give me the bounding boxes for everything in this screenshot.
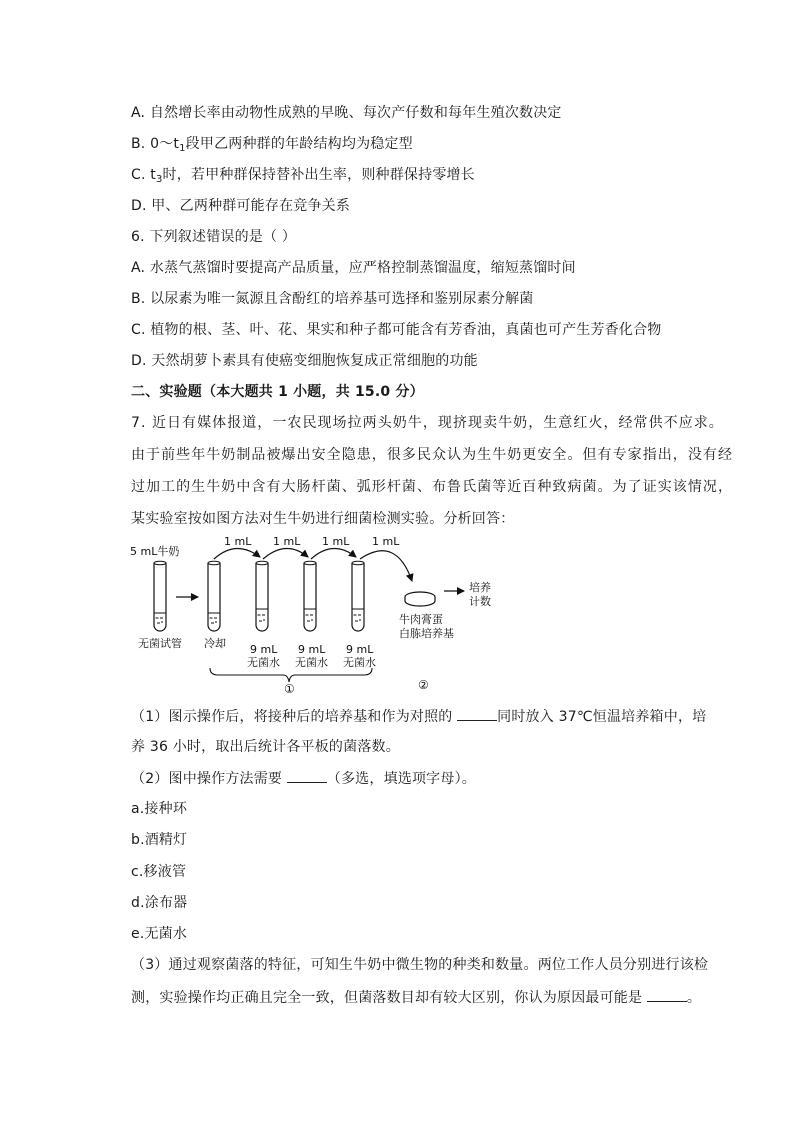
transfer-arrow-2	[263, 548, 308, 559]
milk-tube	[154, 561, 166, 631]
result-label-1: 培养	[469, 581, 491, 594]
transfer-arrow-4	[360, 551, 412, 581]
cooled-milk-tube	[208, 561, 220, 631]
answer-blank-1[interactable]	[457, 706, 497, 721]
q6-stem: 6. 下列叙述错误的是（ ）	[131, 229, 297, 245]
plate-label-2: 白胨培养基	[399, 627, 454, 640]
transfer-label-1: 1 mL	[224, 535, 252, 548]
answer-blank-3[interactable]	[647, 987, 687, 1002]
cool-label: 冷却	[204, 637, 226, 650]
q7-sub1-line-1: （1）图示操作后，将接种后的培养基和作为对照的 同时放入 37℃恒温培养箱中，培	[131, 706, 706, 727]
q5-option-d: D. 甲、乙两种群可能存在竞争关系	[131, 198, 351, 214]
transfer-label-4: 1 mL	[372, 535, 400, 548]
q6-option-d: D. 天然胡萝卜素具有使癌变细胞恢复成正常细胞的功能	[131, 353, 478, 369]
choice-e: e.无菌水	[131, 926, 188, 942]
choice-d: d.涂布器	[131, 895, 188, 911]
q5-option-c: C. $t_3$时，若甲种群保持替补出生率，则种群保持零增长	[131, 167, 475, 185]
q5-option-a: A. 自然增长率由动物性成熟的早晚、每次产仔数和每年生殖次数决定	[131, 105, 562, 121]
choice-b: b.酒精灯	[131, 832, 188, 848]
q7-text-line-2: 由于前些年牛奶制品被爆出安全隐患，很多民众认为生牛奶更安全。但有专家指出，没有经	[131, 447, 733, 463]
transfer-arrow-3	[311, 548, 356, 559]
water-label-1: 无菌水	[247, 656, 280, 669]
q5-option-b: B. $0\sim t_1$段甲乙两种群的年龄结构均为稳定型	[131, 136, 413, 154]
milk-label: 5 mL牛奶	[130, 545, 180, 558]
step-brace	[210, 668, 372, 682]
transfer-arrow-1	[214, 548, 260, 559]
dilution-diagram	[128, 533, 510, 698]
water-volume-2: 9 mL	[298, 643, 326, 656]
water-tube-2	[304, 561, 316, 631]
q7-text-line-3: 过加工的生牛奶中含有大肠杆菌、弧形杆菌、布鲁氏菌等近百种致病菌。为了证实该情况，	[131, 479, 733, 495]
q7-sub3-line-2: 测，实验操作均正确且完全一致，但菌落数目却有较大区别，你认为原因最可能是 。	[131, 987, 701, 1008]
water-label-3: 无菌水	[343, 656, 376, 669]
q7-sub2-line: （2）图中操作方法需要 （多选，填选项字母）。	[131, 768, 476, 789]
choice-c: c.移液管	[131, 864, 187, 880]
plate-label-1: 牛肉膏蛋	[399, 613, 443, 626]
water-tube-1	[256, 561, 268, 631]
water-volume-1: 9 mL	[250, 643, 278, 656]
step-marker-2: ②	[418, 678, 429, 692]
q7-text-line-1: 7. 近日有媒体报道，一农民现场拉两头奶牛，现挤现卖牛奶，生意红火，经常供不应求。	[131, 415, 724, 431]
q6-option-a: A. 水蒸气蒸馏时要提高产品质量，应严格控制蒸馏温度，缩短蒸馏时间	[131, 260, 576, 276]
step-marker-1: ①	[284, 682, 295, 696]
q6-option-c: C. 植物的根、茎、叶、花、果实和种子都可能含有芳香油，真菌也可产生芳香化合物	[131, 322, 662, 338]
transfer-label-2: 1 mL	[273, 535, 301, 548]
q7-sub3-line-1: （3）通过观察菌落的特征，可知生牛奶中微生物的种类和数量。两位工作人员分别进行该检	[131, 957, 709, 973]
section-heading: 二、实验题（本大题共 1 小题，共 15.0 分）	[131, 384, 424, 400]
water-tube-3	[352, 561, 364, 631]
petri-dish	[405, 592, 435, 606]
sterile-tube-label: 无菌试管	[138, 637, 182, 650]
q7-text-line-4: 某实验室按如图方法对生牛奶进行细菌检测实验。分析回答：	[131, 511, 515, 527]
q7-sub1-line-2: 养 36 小时，取出后统计各平板的菌落数。	[131, 739, 400, 755]
choice-a: a.接种环	[131, 801, 188, 817]
transfer-label-3: 1 mL	[322, 535, 350, 548]
answer-blank-2[interactable]	[287, 768, 327, 783]
water-volume-3: 9 mL	[346, 643, 374, 656]
q6-option-b: B. 以尿素为唯一氮源且含酚红的培养基可选择和鉴别尿素分解菌	[131, 291, 534, 307]
result-label-2: 计数	[469, 595, 491, 608]
water-label-2: 无菌水	[295, 656, 328, 669]
